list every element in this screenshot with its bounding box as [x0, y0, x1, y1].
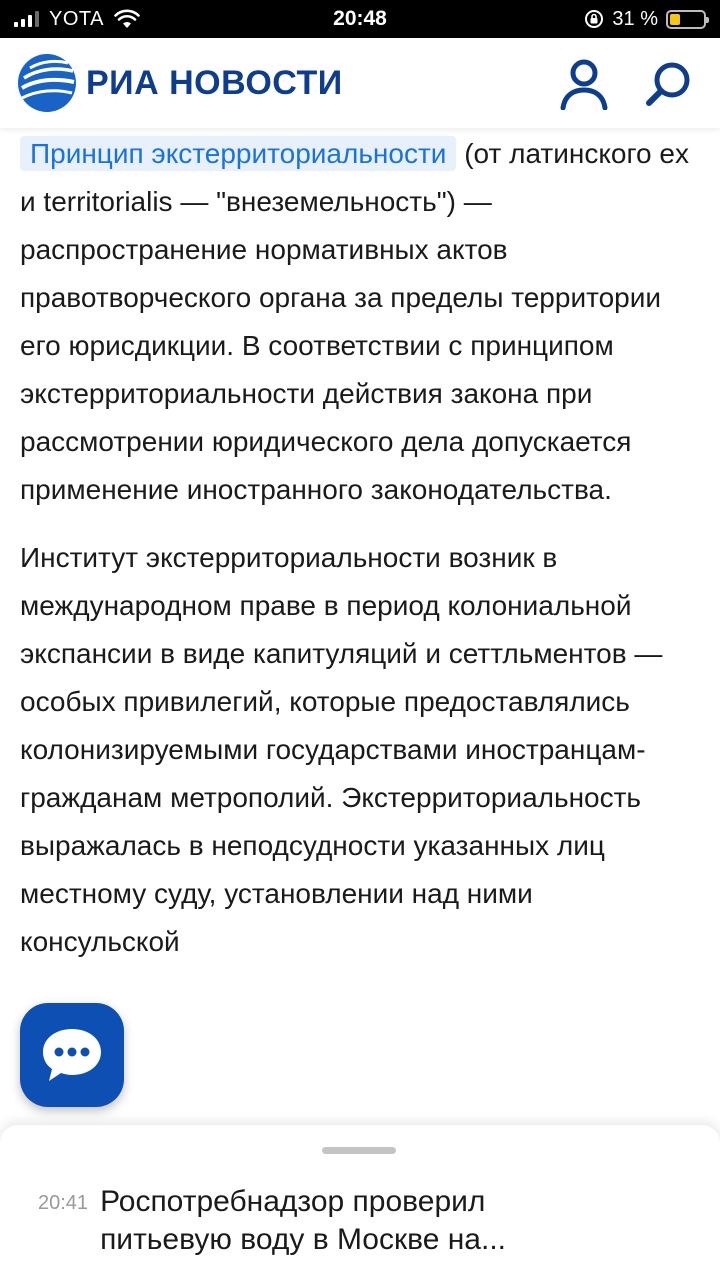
site-header: [0, 38, 720, 128]
rotation-lock-icon: [584, 9, 604, 29]
news-title[interactable]: Роспотребнадзор проверил питьевую воду в Москве на...: [100, 1185, 506, 1256]
chat-bubble-icon: [39, 1025, 105, 1085]
battery-icon: [666, 10, 706, 29]
battery-percent: 31 %: [612, 7, 658, 30]
news-feed-sheet[interactable]: [0, 1125, 720, 1280]
profile-button[interactable]: [556, 56, 612, 112]
chat-button[interactable]: [20, 1003, 124, 1107]
battery-level: [670, 14, 680, 25]
user-icon: [559, 58, 609, 110]
sheet-drag-handle[interactable]: [322, 1147, 396, 1154]
status-bar-right: [584, 0, 706, 38]
article-paragraph: Институт экстерриториальности возник в международном праве в период колониальной экспансии в виде капитуляций и сеттльментов — особых привилегий, которые предоставлялись колонизируемыми государствами иностранцам-гражданам метрополий. Экстерриториальность выражалась в неподсудности указанных лиц местному суду, установлении над ними консульской: [20, 542, 663, 957]
search-button[interactable]: [640, 56, 696, 112]
term-link[interactable]: Принцип экстерриториальности: [20, 136, 456, 171]
ria-logo[interactable]: [16, 52, 343, 114]
search-icon: [643, 59, 693, 109]
status-bar: [0, 0, 720, 38]
news-time: 20:41: [38, 1192, 89, 1214]
paragraph-text: (от латинского ex и territorialis — "внеземельность") — распространение нормативных актов правотворческого органа за пределы территории его юрисдикции. В соответствии с принципом экстерриториальности действия закона при рассмотрении юридического дела допускается применение иностранного законодательства.: [20, 138, 689, 505]
globe-logo-icon: [16, 52, 78, 114]
article-paragraph: [20, 130, 690, 514]
news-item[interactable]: [38, 1183, 688, 1259]
clock: 20:48: [333, 7, 387, 30]
logo-text: РИА НОВОСТИ: [86, 63, 343, 102]
carrier-name: YOTA: [49, 7, 104, 30]
article-body: [20, 130, 690, 986]
